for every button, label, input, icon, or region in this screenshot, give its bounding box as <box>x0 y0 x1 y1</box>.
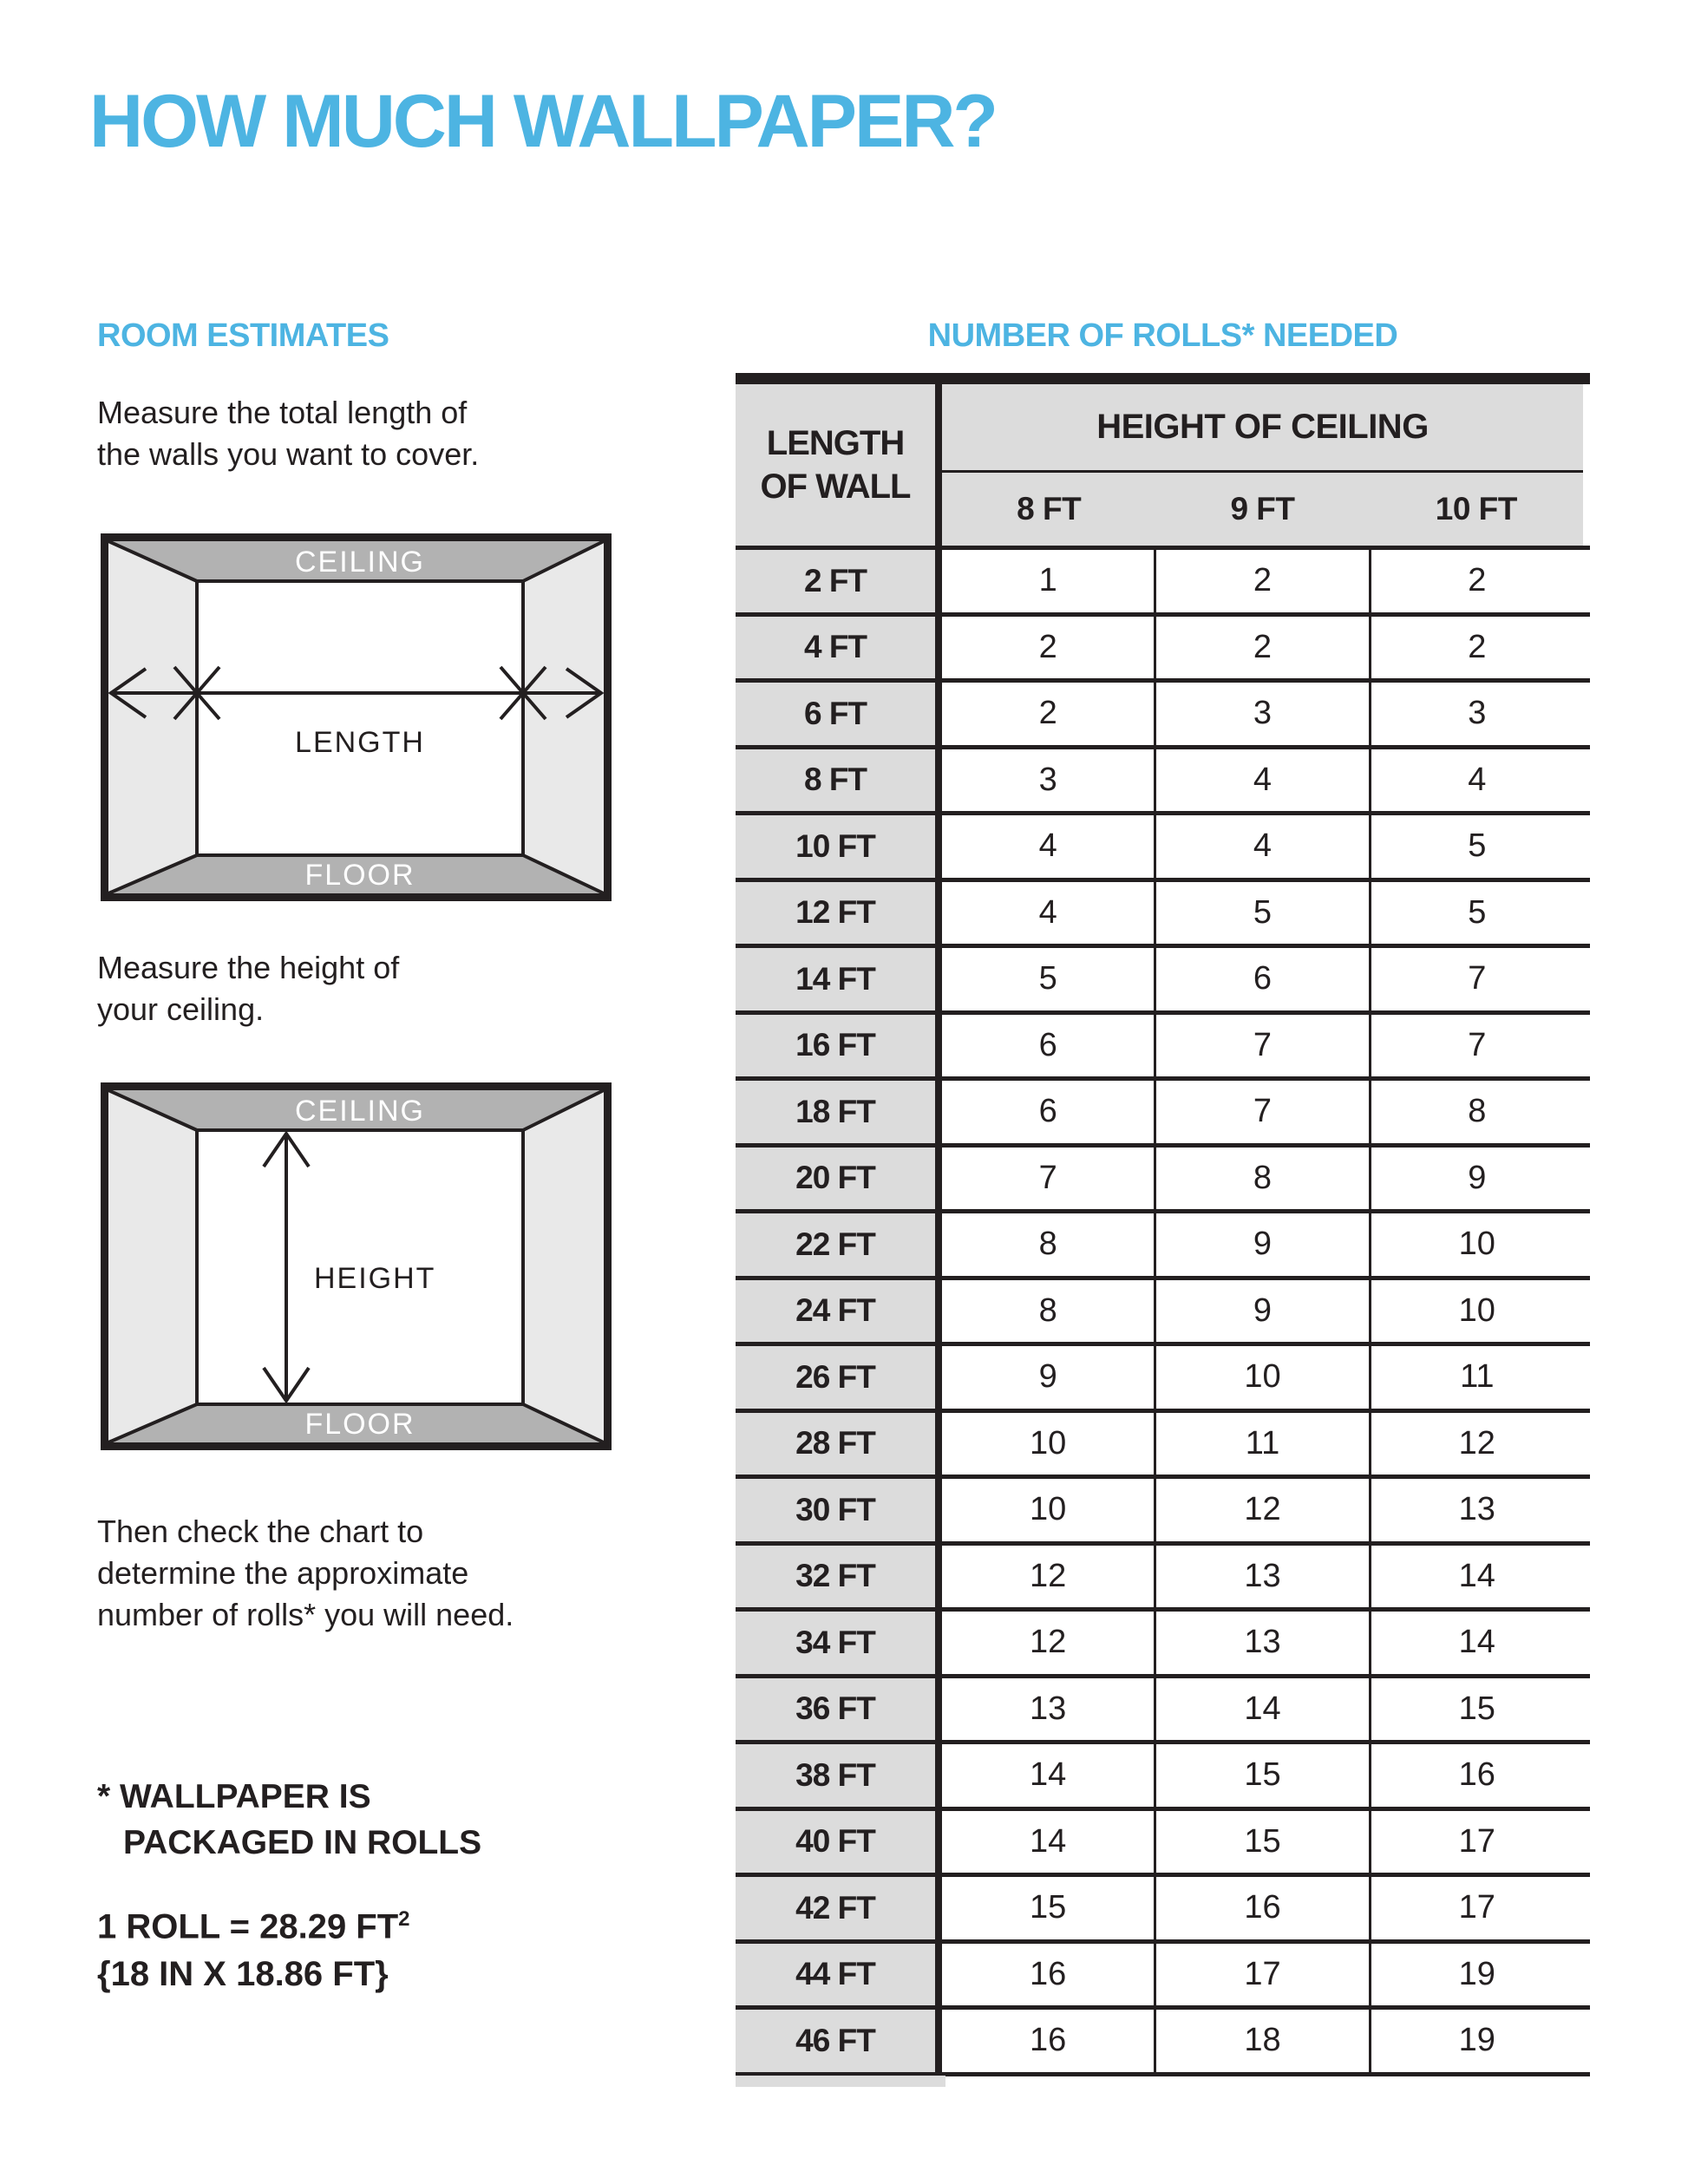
ceiling-label: CEILING <box>294 1095 426 1128</box>
roll-count-cell: 10 <box>1369 1280 1583 1343</box>
roll-count-cell: 8 <box>942 1280 1154 1343</box>
table-row <box>736 546 1590 612</box>
roll-count-cell: 14 <box>1369 1546 1583 1608</box>
wall-length-label: 6 FT <box>736 683 942 745</box>
wall-length-label: 44 FT <box>736 1944 942 2006</box>
roll-count-cell: 9 <box>942 1346 1154 1409</box>
roll-count-cell: 6 <box>942 1015 1154 1077</box>
roll-count-cell: 10 <box>1154 1346 1368 1409</box>
roll-count-cell: 11 <box>1369 1346 1583 1409</box>
row-values <box>942 749 1583 812</box>
ceiling-header-group <box>942 384 1583 546</box>
roll-count-cell: 2 <box>1154 617 1368 679</box>
roll-area-text: 1 ROLL = 28.29 FT <box>97 1907 399 1946</box>
wall-length-label: 30 FT <box>736 1479 942 1541</box>
floor-label: FLOOR <box>304 1408 415 1441</box>
roll-count-cell: 16 <box>942 1944 1154 2006</box>
wall-length-label: 20 FT <box>736 1148 942 1210</box>
roll-count-cell: 8 <box>942 1213 1154 1276</box>
table-row <box>736 1143 1590 1210</box>
roll-count-cell: 10 <box>942 1413 1154 1475</box>
table-row <box>736 1342 1590 1409</box>
room-length-diagram <box>101 533 612 901</box>
roll-count-cell: 9 <box>1154 1280 1368 1343</box>
roll-count-cell: 14 <box>1154 1678 1368 1741</box>
roll-count-cell: 6 <box>1154 948 1368 1010</box>
table-row <box>736 1541 1590 1608</box>
row-values <box>942 1612 1583 1674</box>
column-header-9ft: 9 FT <box>1230 491 1295 526</box>
roll-count-cell: 11 <box>1154 1413 1368 1475</box>
row-values <box>942 882 1583 945</box>
row-values <box>942 1213 1583 1276</box>
row-values <box>942 1413 1583 1475</box>
roll-count-cell: 14 <box>942 1744 1154 1807</box>
wall-length-label: 24 FT <box>736 1280 942 1343</box>
wall-length-label: 12 FT <box>736 882 942 945</box>
roll-count-cell: 1 <box>942 550 1154 612</box>
roll-area-line <box>97 1895 410 1951</box>
roll-count-cell: 2 <box>1154 550 1368 612</box>
rolls-needed-table <box>736 373 1590 2076</box>
table-row <box>736 1209 1590 1276</box>
row-values <box>942 2010 1583 2072</box>
table-footer-tab <box>736 2076 945 2087</box>
table-row <box>736 878 1590 945</box>
row-values <box>942 1944 1583 2006</box>
row-values <box>942 1148 1583 1210</box>
floor-label: FLOOR <box>304 859 415 892</box>
note-line: * WALLPAPER IS <box>97 1778 371 1815</box>
wall-length-label: 14 FT <box>736 948 942 1010</box>
roll-count-cell: 17 <box>1369 1877 1583 1939</box>
roll-count-cell: 3 <box>1154 683 1368 745</box>
paragraph-line: your ceiling. <box>97 991 265 1027</box>
roll-count-cell: 16 <box>942 2010 1154 2072</box>
wall-length-label: 38 FT <box>736 1744 942 1807</box>
row-values <box>942 1546 1583 1608</box>
header-line: OF WALL <box>760 468 911 506</box>
paragraph-line: number of rolls* you will need. <box>97 1597 514 1632</box>
paragraph-line: determine the approximate <box>97 1555 469 1591</box>
right-wall-surface <box>523 1090 604 1442</box>
table-row <box>736 1807 1590 1873</box>
roll-count-cell: 2 <box>1369 550 1583 612</box>
squared-superscript: 2 <box>398 1907 410 1931</box>
paragraph-line: Measure the height of <box>97 950 400 985</box>
wall-length-label: 16 FT <box>736 1015 942 1077</box>
header-line: LENGTH <box>766 424 905 462</box>
table-row <box>736 1607 1590 1674</box>
roll-count-cell: 15 <box>942 1877 1154 1939</box>
length-label: LENGTH <box>295 726 425 759</box>
wall-length-label: 8 FT <box>736 749 942 812</box>
roll-count-cell: 6 <box>942 1081 1154 1143</box>
table-header <box>736 384 1590 546</box>
room-height-diagram <box>101 1082 612 1450</box>
table-row <box>736 1674 1590 1741</box>
roll-count-cell: 7 <box>1154 1081 1368 1143</box>
table-row <box>736 811 1590 878</box>
room-estimates-heading: ROOM ESTIMATES <box>97 317 389 354</box>
wall-length-label: 2 FT <box>736 550 942 612</box>
paragraph-line: Then check the chart to <box>97 1514 424 1549</box>
table-row <box>736 2005 1590 2072</box>
roll-count-cell: 7 <box>942 1148 1154 1210</box>
note-line: PACKAGED IN ROLLS <box>123 1824 482 1861</box>
wall-length-label: 46 FT <box>736 2010 942 2072</box>
back-wall <box>197 581 523 855</box>
wall-length-label: 40 FT <box>736 1811 942 1873</box>
wall-length-label: 28 FT <box>736 1413 942 1475</box>
height-of-ceiling-header: HEIGHT OF CEILING <box>942 384 1583 473</box>
roll-count-cell: 15 <box>1154 1811 1368 1873</box>
roll-count-cell: 14 <box>942 1811 1154 1873</box>
column-header-10ft: 10 FT <box>1435 491 1517 526</box>
right-wall-surface <box>523 541 604 893</box>
roll-count-cell: 18 <box>1154 2010 1368 2072</box>
roll-count-cell: 5 <box>1369 882 1583 945</box>
height-label: HEIGHT <box>314 1262 436 1295</box>
wall-length-label: 34 FT <box>736 1612 942 1674</box>
wall-length-label: 36 FT <box>736 1678 942 1741</box>
roll-count-cell: 7 <box>1369 1015 1583 1077</box>
measure-length-paragraph <box>97 392 479 475</box>
roll-count-cell: 2 <box>942 683 1154 745</box>
row-values <box>942 683 1583 745</box>
wall-length-label: 26 FT <box>736 1346 942 1409</box>
roll-count-cell: 8 <box>1369 1081 1583 1143</box>
roll-count-cell: 5 <box>942 948 1154 1010</box>
ceiling-height-columns <box>942 473 1583 546</box>
roll-count-cell: 13 <box>942 1678 1154 1741</box>
row-values <box>942 617 1583 679</box>
paragraph-line: the walls you want to cover. <box>97 436 480 472</box>
row-values <box>942 1877 1583 1939</box>
roll-count-cell: 19 <box>1369 1944 1583 2006</box>
roll-count-cell: 5 <box>1369 815 1583 878</box>
table-row <box>736 1873 1590 1939</box>
row-values <box>942 1744 1583 1807</box>
roll-count-cell: 9 <box>1154 1213 1368 1276</box>
roll-count-cell: 4 <box>1369 749 1583 812</box>
wall-length-label: 22 FT <box>736 1213 942 1276</box>
column-header-8ft: 8 FT <box>1017 491 1082 526</box>
wall-length-label: 4 FT <box>736 617 942 679</box>
table-row <box>736 1939 1590 2006</box>
roll-count-cell: 8 <box>1154 1148 1368 1210</box>
roll-count-cell: 5 <box>1154 882 1368 945</box>
roll-count-cell: 10 <box>942 1479 1154 1541</box>
table-row <box>736 678 1590 745</box>
measure-height-paragraph <box>97 947 399 1030</box>
roll-count-cell: 12 <box>942 1612 1154 1674</box>
table-row <box>736 1076 1590 1143</box>
roll-count-cell: 12 <box>942 1546 1154 1608</box>
rolls-needed-heading: NUMBER OF ROLLS* NEEDED <box>927 317 1398 354</box>
row-values <box>942 1346 1583 1409</box>
roll-count-cell: 2 <box>942 617 1154 679</box>
wallpaper-rolls-note <box>97 1774 481 1866</box>
left-wall-surface <box>108 541 197 893</box>
table-row <box>736 612 1590 679</box>
row-values <box>942 550 1583 612</box>
table-row <box>736 745 1590 812</box>
row-values <box>942 948 1583 1010</box>
roll-count-cell: 17 <box>1154 1944 1368 2006</box>
roll-count-cell: 3 <box>942 749 1154 812</box>
roll-count-cell: 15 <box>1154 1744 1368 1807</box>
roll-count-cell: 16 <box>1154 1877 1368 1939</box>
roll-count-cell: 7 <box>1369 948 1583 1010</box>
roll-size-info <box>97 1895 410 1998</box>
roll-count-cell: 7 <box>1154 1015 1368 1077</box>
wall-length-label: 42 FT <box>736 1877 942 1939</box>
roll-count-cell: 12 <box>1369 1413 1583 1475</box>
roll-count-cell: 13 <box>1369 1479 1583 1541</box>
ceiling-label: CEILING <box>294 546 426 579</box>
table-row <box>736 1740 1590 1807</box>
roll-dimensions-line: {18 IN X 18.86 FT} <box>97 1955 389 1994</box>
roll-count-cell: 4 <box>1154 749 1368 812</box>
table-row <box>736 1475 1590 1541</box>
roll-count-cell: 14 <box>1369 1612 1583 1674</box>
wall-length-label: 32 FT <box>736 1546 942 1608</box>
row-values <box>942 1678 1583 1741</box>
roll-count-cell: 16 <box>1369 1744 1583 1807</box>
table-row <box>736 944 1590 1010</box>
table-row <box>736 1010 1590 1077</box>
table-row <box>736 1276 1590 1343</box>
roll-count-cell: 12 <box>1154 1479 1368 1541</box>
table-row <box>736 1409 1590 1475</box>
roll-count-cell: 13 <box>1154 1612 1368 1674</box>
roll-count-cell: 3 <box>1369 683 1583 745</box>
length-of-wall-header <box>736 384 942 546</box>
roll-count-cell: 17 <box>1369 1811 1583 1873</box>
roll-count-cell: 9 <box>1369 1148 1583 1210</box>
roll-count-cell: 10 <box>1369 1213 1583 1276</box>
roll-count-cell: 13 <box>1154 1546 1368 1608</box>
roll-count-cell: 4 <box>942 882 1154 945</box>
row-values <box>942 1081 1583 1143</box>
roll-count-cell: 4 <box>1154 815 1368 878</box>
roll-count-cell: 19 <box>1369 2010 1583 2072</box>
roll-count-cell: 15 <box>1369 1678 1583 1741</box>
wall-length-label: 10 FT <box>736 815 942 878</box>
page-title: HOW MUCH WALLPAPER? <box>89 80 996 163</box>
check-chart-paragraph <box>97 1511 514 1636</box>
row-values <box>942 1479 1583 1541</box>
left-wall-surface <box>108 1090 197 1442</box>
paragraph-line: Measure the total length of <box>97 395 468 430</box>
row-values <box>942 815 1583 878</box>
table-body <box>736 546 1590 2072</box>
row-values <box>942 1280 1583 1343</box>
wall-length-label: 18 FT <box>736 1081 942 1143</box>
roll-count-cell: 4 <box>942 815 1154 878</box>
row-values <box>942 1015 1583 1077</box>
roll-count-cell: 2 <box>1369 617 1583 679</box>
row-values <box>942 1811 1583 1873</box>
